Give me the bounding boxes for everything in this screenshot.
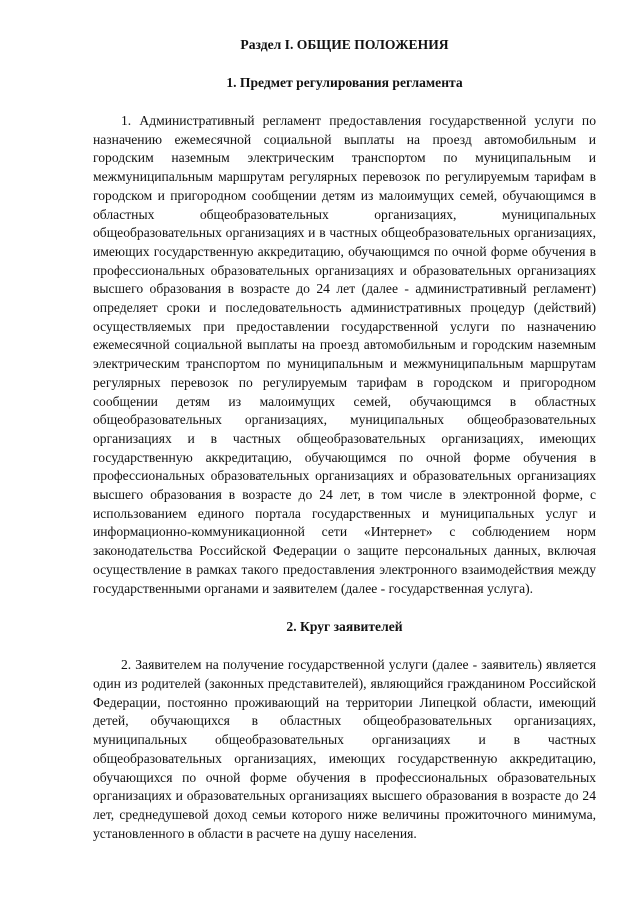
paragraph-applicants: 2. Заявителем на получение государственной услуги (далее - заявитель) является один из родителей (законных представителей), являющийся гражданином Российской Федерации, постоянно проживающий на территории Липецкой области, имеющий детей, обучающихся в областных общеобразовательных организациях, муниципальных общеобразовательных организациях и в частных общеобразовательных организациях, имеющих государственную аккредитацию, обучающихся по очной форме обучения в профессиональных образовательных организациях и образовательных организациях высшего образования в возрасте до 24 лет, среднедушевой доход семьи которого ниже величины прожиточного минимума, установленного в области в расчете на душу населения. <box>93 657 596 841</box>
paragraph-regulation-subject: 1. Административный регламент предоставления государственной услуги по назначению ежемесячной социальной выплаты на проезд автомобильным и городским наземным электрическим транспортом по муниципальным и межмуниципальным маршрутам регулярных перевозок по регулируемым тарифам в городском и пригородном сообщении детям из малоимущих семей, обучающимся в областных общеобразовательных организациях, муниципальных общеобразовательных организациях и в частных общеобразовательных организациях, имеющих государственную аккредитацию, обучающимся по очной форме обучения в профессиональных образовательных организациях и образовательных организациях высшего образования в возрасте до 24 лет (далее - административный регламент) определяет сроки и последовательность административных процедур (действий) осуществляемых при предоставлении государственной услуги по назначению ежемесячной социальной выплаты на проезд автомобильным и городским наземным электрическим транспортом по муниципальным и межмуниципальным маршрутам регулярных перевозок по регулируемым тарифам в городском и пригородном сообщении детям из малоимущих семей, обучающимся в областных общеобразовательных организациях, муниципальных общеобразовательных организациях и в частных общеобразовательных организациях, имеющих государственную аккредитацию, обучающимся по очной форме обучения в профессиональных образовательных организациях и образовательных организациях высшего образования в возрасте до 24 лет, в том числе в электронной форме, с использованием единого портала государственных и муниципальных услуг и информационно-коммуникационной сети «Интернет» с соблюдением норм законодательства Российской Федерации о защите персональных данных, включая осуществление в рамках такого предоставления электронного взаимодействия между государственными органами и заявителем (далее - государственная услуга). <box>93 113 596 596</box>
subsection-title-regulation-subject: 1. Предмет регулирования регламента <box>226 75 463 90</box>
section-title: Раздел I. ОБЩИЕ ПОЛОЖЕНИЯ <box>240 37 449 52</box>
document-body <box>93 36 596 843</box>
subsection-title-applicants: 2. Круг заявителей <box>286 619 403 635</box>
